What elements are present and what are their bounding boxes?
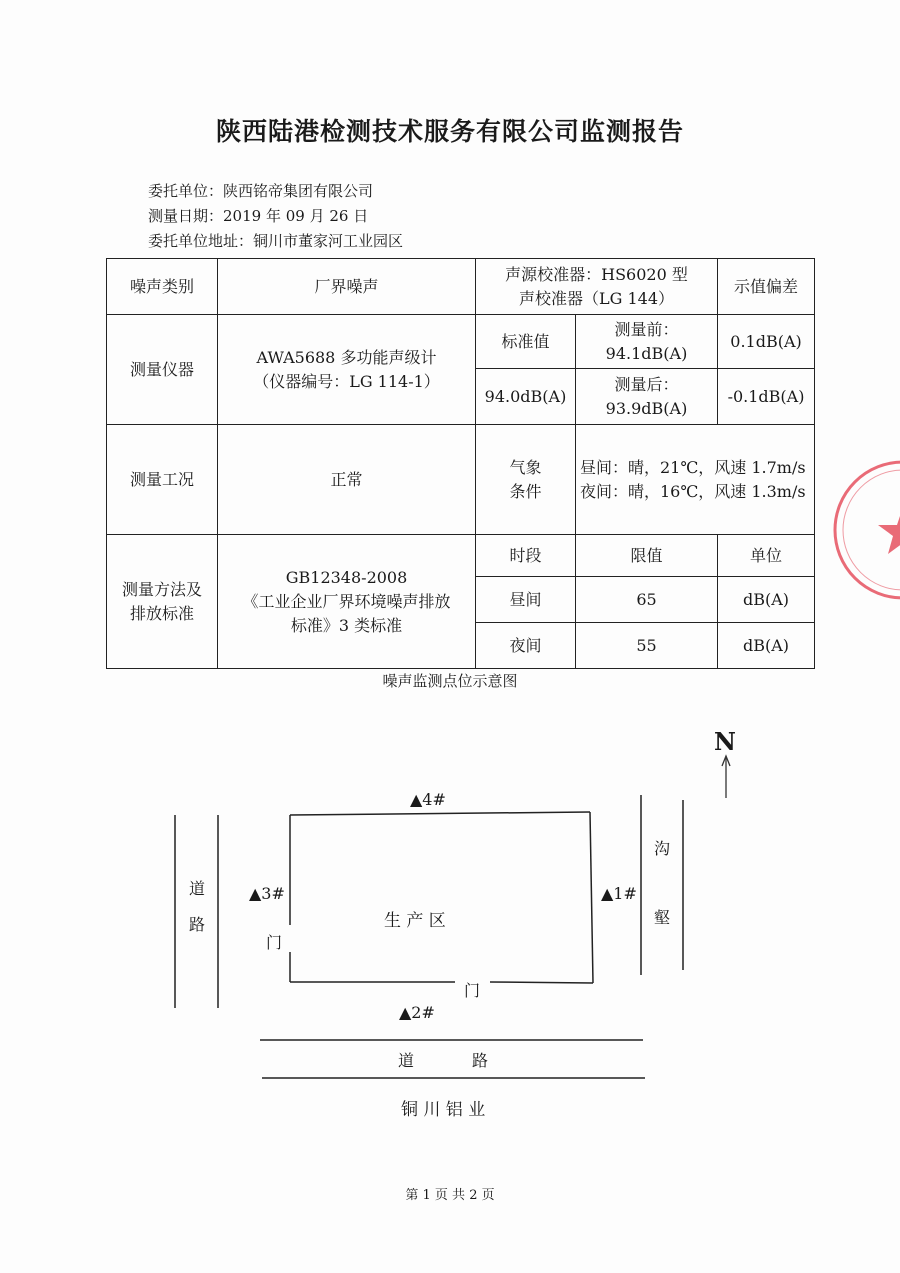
date-line: 测量日期：2019 年 09 月 26 日 — [148, 207, 369, 225]
address-line: 委托单位地址：铜川市董家河工业园区 — [148, 232, 404, 250]
client-line: 委托单位：陕西铭帝集团有限公司 — [148, 182, 374, 200]
point-2: ▲2# — [399, 1003, 435, 1022]
unit-header: 单位 — [718, 535, 815, 577]
standard-code: GB12348-2008 — [285, 567, 408, 587]
standard-name-b: 标准》3 类标准 — [290, 615, 403, 635]
standard-value: 94.0dB(A) — [476, 369, 576, 425]
limit-cell: 65 — [576, 577, 718, 623]
method-label-a: 测量方法及 — [121, 579, 202, 599]
weather-day: 昼间：晴，21℃，风速 1.7m/s — [580, 457, 806, 477]
standard-label: 标准值 — [476, 315, 576, 369]
noise-type-value: 厂界噪声 — [218, 259, 476, 315]
before-label: 测量前： — [614, 319, 679, 339]
page-footer: 第 1 页 共 2 页 — [405, 1188, 495, 1203]
deviation-header: 示值偏差 — [718, 259, 815, 315]
diagram-title: 噪声监测点位示意图 — [382, 672, 518, 690]
report-title: 陕西陆港检测技术服务有限公司监测报告 — [215, 117, 684, 146]
weather-night: 夜间：晴，16℃，风速 1.3m/s — [580, 481, 806, 501]
weather-label-a: 气象 — [509, 457, 542, 477]
zone-bottom-edge — [490, 982, 593, 983]
calibrator-id: 声校准器（LG 144） — [518, 288, 675, 308]
point-4: ▲4# — [410, 790, 446, 809]
period-header: 时段 — [476, 535, 576, 577]
instrument-model: AWA5688 多功能声级计 — [256, 347, 437, 367]
limit-header: 限值 — [576, 535, 718, 577]
zone-right-edge — [590, 812, 593, 983]
before-value: 94.1dB(A) — [605, 343, 688, 363]
bottom-road-label-b: 路 — [472, 1051, 489, 1070]
point-3: ▲3# — [249, 884, 285, 903]
standard-name-a: 《工业企业厂界环境噪声排放 — [242, 591, 451, 611]
left-road-label-b: 路 — [189, 915, 206, 934]
bottom-road-label-a: 道 — [398, 1051, 415, 1070]
north-label: N — [714, 727, 736, 756]
method-label-b: 排放标准 — [129, 603, 194, 623]
weather-label-b: 条件 — [509, 481, 542, 501]
unit-cell: dB(A) — [718, 623, 815, 669]
ditch-label-b: 壑 — [654, 908, 671, 927]
west-gate-label: 门 — [266, 933, 283, 952]
condition-label: 测量工况 — [107, 425, 218, 535]
period-cell: 昼间 — [476, 577, 576, 623]
deviation-after: -0.1dB(A) — [718, 369, 815, 425]
ditch-label-a: 沟 — [654, 839, 671, 858]
after-label: 测量后： — [614, 374, 679, 394]
limit-cell: 55 — [576, 623, 718, 669]
left-road-label-a: 道 — [189, 879, 206, 898]
production-zone-label: 生 产 区 — [384, 911, 446, 931]
unit-cell: dB(A) — [718, 577, 815, 623]
noise-type-label: 噪声类别 — [107, 259, 218, 315]
period-cell: 夜间 — [476, 623, 576, 669]
neighbor-label: 铜 川 铝 业 — [401, 1100, 486, 1120]
company-seal-icon — [828, 455, 900, 605]
condition-value: 正常 — [218, 425, 476, 535]
point-1: ▲1# — [601, 884, 637, 903]
after-value: 93.9dB(A) — [605, 398, 688, 418]
instrument-label: 测量仪器 — [107, 315, 218, 425]
south-gate-label: 门 — [464, 981, 481, 1000]
zone-top-edge — [290, 812, 590, 815]
instrument-id: （仪器编号：LG 114-1） — [253, 371, 440, 391]
deviation-before: 0.1dB(A) — [718, 315, 815, 369]
calibrator-model: 声源校准器：HS6020 型 — [505, 264, 688, 284]
